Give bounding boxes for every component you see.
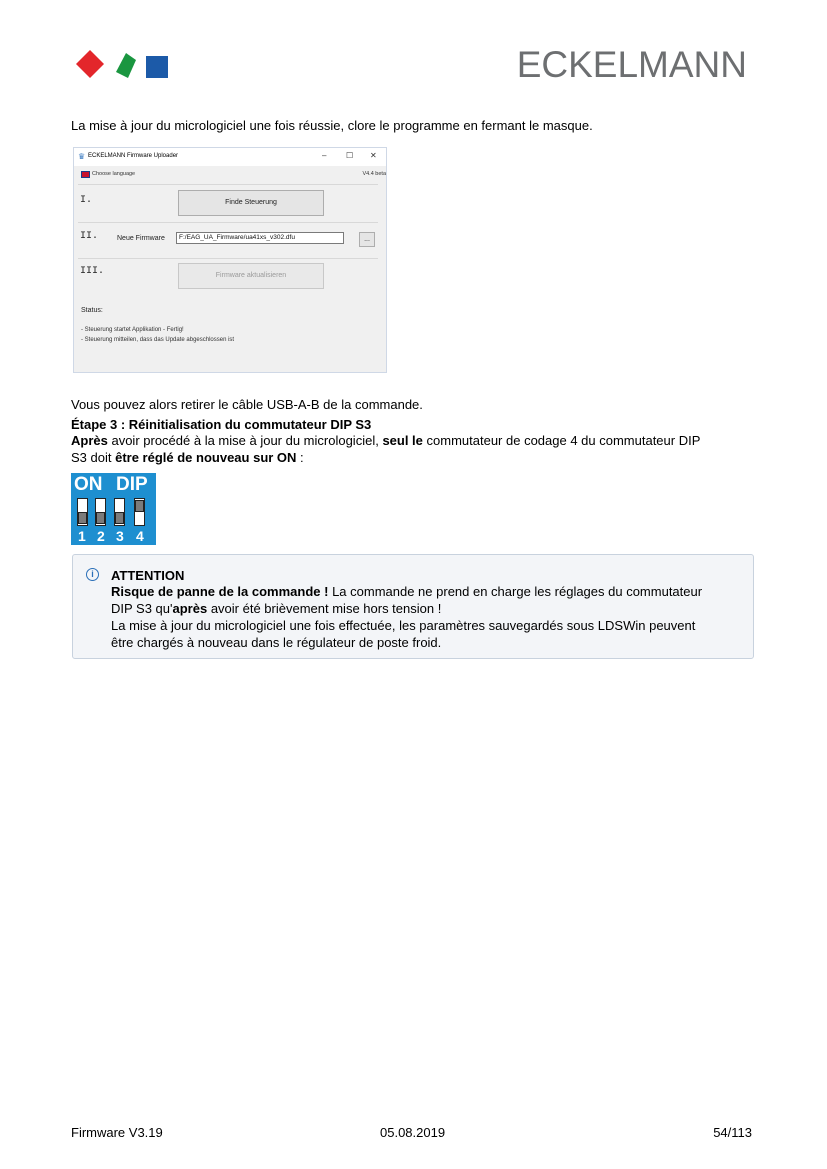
note-line: Risque de panne de la commande ! La commande ne prend en charge les réglages du commutateur: [111, 584, 703, 599]
step-2-label: II.: [80, 231, 99, 242]
minimize-button[interactable]: –: [322, 151, 327, 160]
step-1-label: I.: [80, 195, 93, 206]
maximize-button[interactable]: ☐: [346, 151, 354, 160]
firmware-uploader-screenshot: [73, 147, 387, 373]
switch-knob: [135, 500, 144, 512]
status-line: - Steuerung mitteilen, dass das Update abgeschlossen ist: [81, 337, 235, 343]
switch-knob: [115, 512, 124, 524]
switch-knob: [96, 512, 105, 524]
dip-number: 1: [78, 528, 86, 544]
dip-switch-2: [95, 498, 106, 526]
note-line: La mise à jour du micrologiciel une fois effectuée, les paramètres sauvegardés sous LDSWin peuvent: [111, 618, 696, 633]
info-icon: i: [86, 568, 99, 581]
logo-blue-square: [146, 56, 168, 78]
eckelmann-logo: [74, 48, 170, 80]
language-menu[interactable]: Choose language: [92, 171, 136, 177]
app-titlebar: [74, 148, 386, 166]
footer-version: Firmware V3.19: [71, 1125, 163, 1140]
dip-number: 3: [116, 528, 124, 544]
firmware-label: Neue Firmware: [117, 235, 165, 242]
usb-text: Vous pouvez alors retirer le câble USB-A-B de la commande.: [71, 397, 423, 412]
dip-switch-4: [134, 498, 145, 526]
step3-paragraph: Après avoir procédé à la mise à jour du micrologiciel, seul le commutateur de codage 4 du commutateur DIP S3 doit être réglé de nouveau sur ON :: [71, 433, 701, 465]
uk-flag-icon[interactable]: [81, 171, 90, 178]
close-button[interactable]: ✕: [370, 151, 377, 160]
step-3-label: III.: [80, 266, 105, 277]
logo-red-diamond: [76, 50, 104, 78]
dip-number: 4: [136, 528, 144, 544]
divider: [78, 222, 378, 223]
find-controller-button[interactable]: Finde Steuerung: [178, 190, 324, 216]
browse-button[interactable]: ...: [359, 232, 375, 247]
logo-green-diamond: [116, 53, 136, 78]
status-line: - Steuerung startet Applikation - Fertig!: [81, 327, 184, 333]
brand-name: ECKELMANN: [516, 44, 747, 85]
intro-text: La mise à jour du micrologiciel une fois réussie, clore le programme en fermant le masque.: [71, 118, 593, 133]
dip-number: 2: [97, 528, 105, 544]
dip-switch-1: [77, 498, 88, 526]
footer-date: 05.08.2019: [380, 1125, 446, 1140]
dip-on-label: ON: [74, 474, 103, 495]
app-title: ECKELMANN Firmware Uploader: [88, 153, 179, 159]
attention-note: [72, 554, 754, 659]
dip-switch-3: [114, 498, 125, 526]
firmware-path-field[interactable]: F:/EAG_UA_Firmware/ua41xs_v302.dfu: [176, 232, 344, 244]
app-icon: ♛: [78, 152, 86, 161]
app-version: V4.4 beta: [362, 171, 386, 177]
step3-heading: Étape 3 : Réinitialisation du commutateur DIP S3: [71, 417, 372, 432]
switch-knob: [78, 512, 87, 524]
footer-page-number: 54/113: [713, 1125, 752, 1140]
note-line: être chargés à nouveau dans le régulateur de poste froid.: [111, 635, 442, 650]
note-line: DIP S3 qu'après avoir été brièvement mise hors tension !: [111, 601, 442, 616]
note-title: ATTENTION: [111, 568, 185, 583]
dip-label: DIP: [116, 474, 148, 495]
dip-switch-image: [71, 473, 156, 545]
divider: [78, 258, 378, 259]
update-firmware-button[interactable]: Firmware aktualisieren: [178, 263, 324, 289]
status-label: Status:: [81, 307, 103, 314]
divider: [78, 184, 378, 185]
